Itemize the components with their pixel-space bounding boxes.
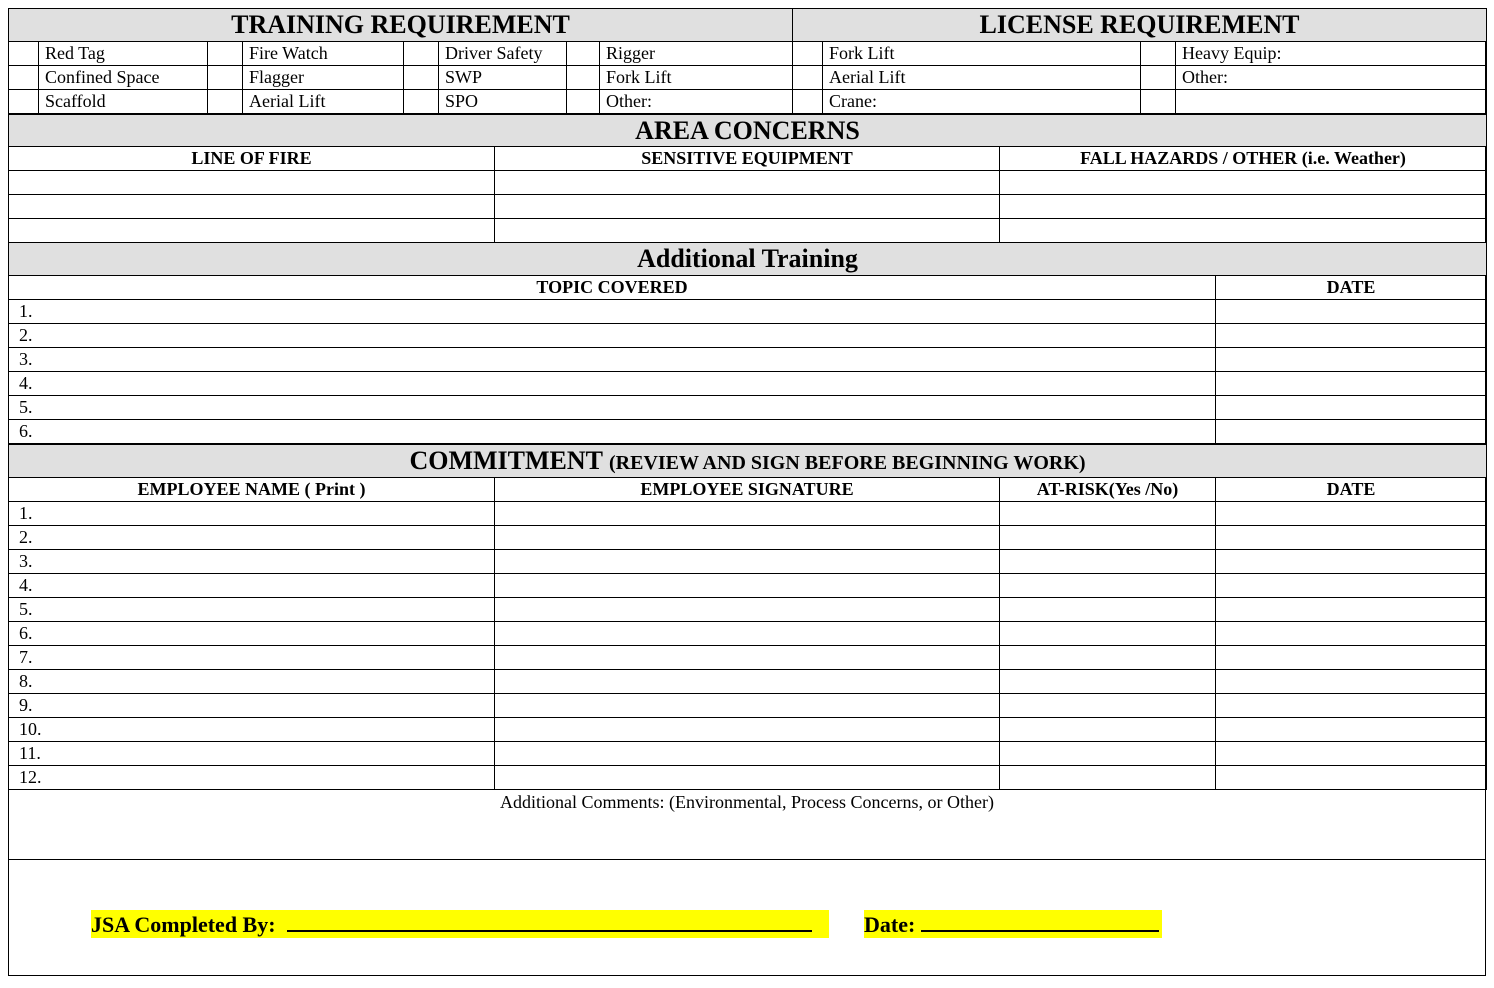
date-cell[interactable] [1216,396,1487,420]
signature-cell[interactable] [495,718,1000,742]
checkbox[interactable] [567,66,600,90]
training-item: Fire Watch [243,42,404,66]
employee-row[interactable]: 2. [9,526,495,550]
at-risk-cell[interactable] [1000,718,1216,742]
license-item: Heavy Equip: [1176,42,1487,66]
employee-row[interactable]: 9. [9,694,495,718]
requirements-table [8,8,1487,114]
training-item: Driver Safety [439,42,567,66]
commitment-date-header: DATE [1216,478,1487,502]
signature-cell[interactable] [495,742,1000,766]
fall-hazards-header: FALL HAZARDS / OTHER (i.e. Weather) [1000,147,1487,171]
checkbox[interactable] [1141,90,1176,114]
jsa-date-label: Date: [864,912,916,937]
signature-cell[interactable] [495,646,1000,670]
topic-row[interactable]: 6. [9,420,1216,444]
additional-comments-label: Additional Comments: (Environmental, Process Concerns, or Other) [500,792,994,812]
jsa-completed-by-line[interactable] [287,910,812,932]
signature-cell[interactable] [495,670,1000,694]
checkbox[interactable] [208,90,243,114]
date-cell[interactable] [1216,742,1487,766]
date-cell[interactable] [1216,348,1487,372]
at-risk-cell[interactable] [1000,550,1216,574]
checkbox[interactable] [404,42,439,66]
license-item: Crane: [823,90,1141,114]
checkbox[interactable] [567,42,600,66]
training-item: Scaffold [39,90,208,114]
topic-row[interactable]: 1. [9,300,1216,324]
additional-training-title: Additional Training [9,243,1487,276]
training-item: Fork Lift [600,66,793,90]
checkbox[interactable] [9,90,39,114]
date-cell[interactable] [1216,502,1487,526]
sensitive-equipment-cell[interactable] [495,171,1000,195]
license-requirement-title: LICENSE REQUIREMENT [793,9,1487,42]
date-cell[interactable] [1216,324,1487,348]
line-of-fire-cell[interactable] [9,171,495,195]
checkbox[interactable] [208,66,243,90]
topic-row[interactable]: 5. [9,396,1216,420]
sensitive-equipment-header: SENSITIVE EQUIPMENT [495,147,1000,171]
signature-cell[interactable] [495,526,1000,550]
commitment-heading: COMMITMENT [409,446,603,475]
checkbox[interactable] [1141,66,1176,90]
date-cell[interactable] [1216,420,1487,444]
commitment-table [8,444,1487,790]
at-risk-cell[interactable] [1000,574,1216,598]
employee-row[interactable]: 1. [9,502,495,526]
training-item: Rigger [600,42,793,66]
signature-cell[interactable] [495,502,1000,526]
at-risk-cell[interactable] [1000,526,1216,550]
sensitive-equipment-cell[interactable] [495,219,1000,243]
at-risk-cell[interactable] [1000,598,1216,622]
jsa-completed-by-field[interactable] [91,910,829,938]
employee-row[interactable]: 5. [9,598,495,622]
date-cell[interactable] [1216,550,1487,574]
signature-cell[interactable] [495,550,1000,574]
training-item: Red Tag [39,42,208,66]
employee-row[interactable]: 8. [9,670,495,694]
signature-cell[interactable] [495,766,1000,790]
employee-row[interactable]: 10. [9,718,495,742]
license-item: Fork Lift [823,42,1141,66]
at-risk-cell[interactable] [1000,670,1216,694]
employee-row[interactable]: 11. [9,742,495,766]
topic-row[interactable]: 2. [9,324,1216,348]
topic-covered-header: TOPIC COVERED [9,276,1216,300]
employee-name-header: EMPLOYEE NAME ( Print ) [9,478,495,502]
training-item: Flagger [243,66,404,90]
date-cell[interactable] [1216,574,1487,598]
commitment-subtitle: (REVIEW AND SIGN BEFORE BEGINNING WORK) [609,452,1086,474]
fall-hazards-cell[interactable] [1000,219,1487,243]
signature-cell[interactable] [495,694,1000,718]
training-item: SPO [439,90,567,114]
checkbox[interactable] [793,42,823,66]
training-item: Confined Space [39,66,208,90]
checkbox[interactable] [404,90,439,114]
employee-row[interactable]: 6. [9,622,495,646]
sensitive-equipment-cell[interactable] [495,195,1000,219]
topic-row[interactable]: 4. [9,372,1216,396]
jsa-date-line[interactable] [921,910,1159,932]
checkbox[interactable] [793,90,823,114]
checkbox[interactable] [1141,42,1176,66]
at-risk-cell[interactable] [1000,646,1216,670]
at-risk-header: AT-RISK(Yes /No) [1000,478,1216,502]
additional-training-table [8,242,1487,444]
date-cell[interactable] [1216,372,1487,396]
commitment-title [9,445,1487,478]
employee-row[interactable]: 4. [9,574,495,598]
signature-cell[interactable] [495,622,1000,646]
date-cell[interactable] [1216,300,1487,324]
checkbox[interactable] [9,66,39,90]
date-cell[interactable] [1216,718,1487,742]
checkbox[interactable] [404,66,439,90]
jsa-completed-by-label: JSA Completed By: [91,912,276,937]
line-of-fire-header: LINE OF FIRE [9,147,495,171]
employee-signature-header: EMPLOYEE SIGNATURE [495,478,1000,502]
license-item: Aerial Lift [823,66,1141,90]
additional-comments-box[interactable] [8,790,1486,860]
date-cell[interactable] [1216,694,1487,718]
date-cell[interactable] [1216,646,1487,670]
training-date-header: DATE [1216,276,1487,300]
at-risk-cell[interactable] [1000,622,1216,646]
at-risk-cell[interactable] [1000,694,1216,718]
checkbox[interactable] [793,66,823,90]
date-cell[interactable] [1216,622,1487,646]
date-cell[interactable] [1216,766,1487,790]
date-cell[interactable] [1216,598,1487,622]
signature-cell[interactable] [495,598,1000,622]
fall-hazards-cell[interactable] [1000,195,1487,219]
employee-row[interactable]: 3. [9,550,495,574]
area-concerns-table [8,114,1487,243]
employee-row[interactable]: 7. [9,646,495,670]
training-requirement-title: TRAINING REQUIREMENT [9,9,793,42]
signature-cell[interactable] [495,574,1000,598]
jsa-date-field[interactable] [864,910,1162,938]
license-item [1176,90,1487,114]
line-of-fire-cell[interactable] [9,219,495,243]
training-item: Other: [600,90,793,114]
at-risk-cell[interactable] [1000,742,1216,766]
topic-row[interactable]: 3. [9,348,1216,372]
at-risk-cell[interactable] [1000,502,1216,526]
line-of-fire-cell[interactable] [9,195,495,219]
training-item: SWP [439,66,567,90]
at-risk-cell[interactable] [1000,766,1216,790]
checkbox[interactable] [9,42,39,66]
employee-row[interactable]: 12. [9,766,495,790]
area-concerns-title: AREA CONCERNS [9,115,1487,147]
date-cell[interactable] [1216,526,1487,550]
checkbox[interactable] [567,90,600,114]
fall-hazards-cell[interactable] [1000,171,1487,195]
training-item: Aerial Lift [243,90,404,114]
date-cell[interactable] [1216,670,1487,694]
license-item: Other: [1176,66,1487,90]
checkbox[interactable] [208,42,243,66]
